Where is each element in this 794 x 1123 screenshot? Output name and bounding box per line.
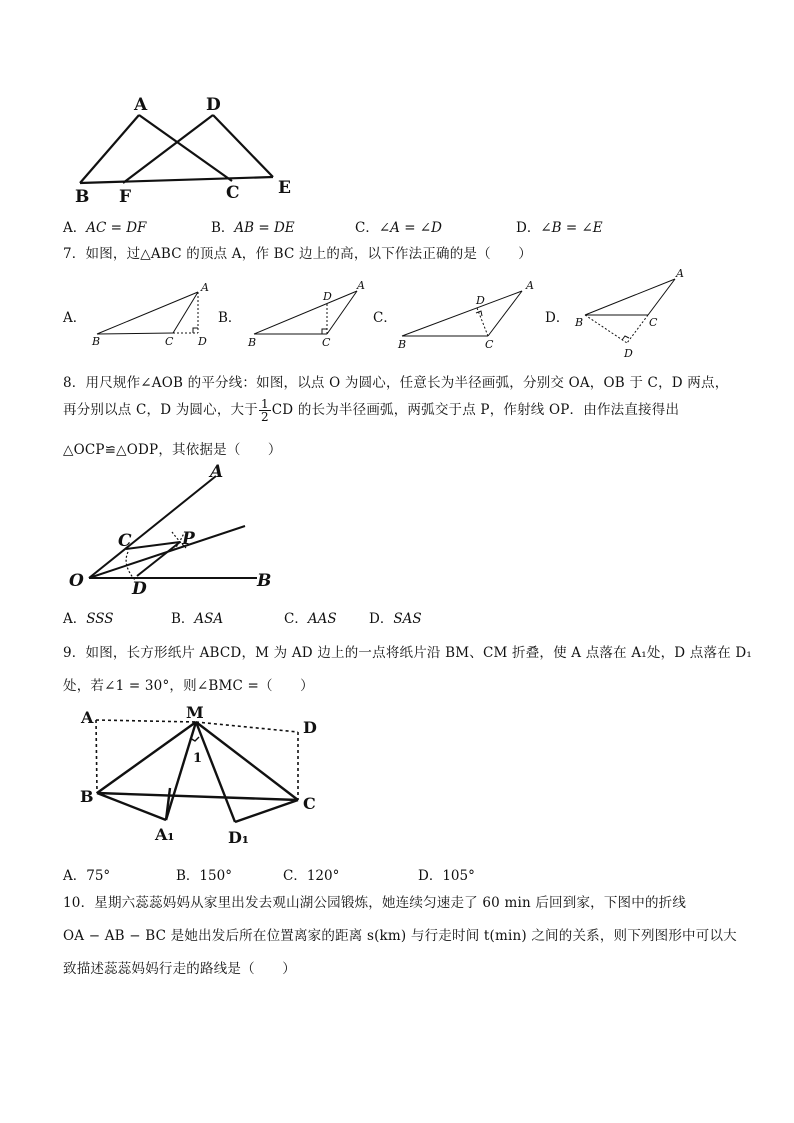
q7b-label-b: B [248,336,257,349]
q7b-label-a: A [357,279,365,292]
q10-stem-line2: OA − AB − BC 是她出发后所在位置离家的距离 s(km) 与行走时间 t(min) 之间的关系，则下列图形中可以大 [63,928,737,944]
q6-option-a[interactable]: A．AC = DF [63,220,147,236]
q7a-label-d: D [198,335,207,348]
q7-option-a-letter[interactable]: A． [63,310,87,326]
q9-option-b[interactable]: B．150° [176,868,232,884]
q7d-label-d: D [624,347,633,360]
q6-label-a: A [134,95,148,115]
q7-option-b-letter[interactable]: B． [218,310,242,326]
q7d-label-c: C [649,316,658,329]
q8-label-p: P [182,529,195,549]
fraction-denominator: 2 [260,410,269,424]
q7d-label-b: B [575,316,584,329]
q7c-label-a: A [526,279,534,292]
q6-label-e: E [278,178,291,198]
q9-label-a: A [81,708,94,727]
q6-label-f: F [119,187,132,207]
q7a-label-a: A [201,281,209,294]
q8-label-b: B [257,571,272,591]
q8-line2-post: CD 的长为半径画弧，两弧交于点 P，作射线 OP．由作法直接得出 [271,402,680,418]
q7b-label-c: C [322,336,331,349]
q8-option-c[interactable]: C．AAS [284,611,337,627]
q9-label-d1: D₁ [228,828,249,847]
q8-stem-line1: 8．用尺规作∠AOB 的平分线：如图，以点 O 为圆心，任意长为半径画弧，分别交 OA，OB 于 C，D 两点， [63,375,729,391]
q9-label-c: C [303,794,316,813]
fraction-numerator: 1 [260,397,269,411]
q9-option-d[interactable]: D．105° [418,868,475,884]
q10-stem-line1: 10．星期六蕊蕊妈妈从家里出发去观山湖公园锻炼，她连续匀速走了 60 min 后回到家，下图中的折线 [63,895,687,911]
q6-label-d: D [206,95,221,115]
q7-option-d-letter[interactable]: D． [545,310,570,326]
q9-stem-line1: 9．如图，长方形纸片 ABCD，M 为 AD 边上的一点将纸片沿 BM、CM 折叠，使 A 点落在 A₁处，D 点落在 D₁ [63,645,753,661]
q9-option-c[interactable]: C．120° [283,868,340,884]
q9-stem-line2: 处，若∠1 = 30°，则∠BMC =（ ） [63,678,314,694]
q8-label-d: D [132,579,147,599]
q6-option-b[interactable]: B．AB = DE [211,220,295,236]
q7a-label-c: C [165,335,174,348]
q9-label-b: B [80,787,94,806]
q8-option-d[interactable]: D．SAS [369,611,422,627]
q6-label-c: C [226,183,240,203]
q8-option-b[interactable]: B．ASA [171,611,224,627]
q7c-label-b: B [398,338,407,351]
q9-label-m: M [186,703,204,722]
q7d-label-a: A [676,267,684,280]
q7c-label-c: C [485,338,494,351]
q6-option-c[interactable]: C．∠A = ∠D [355,220,442,236]
q6-label-b: B [75,187,90,207]
q7-option-c-letter[interactable]: C． [373,310,397,326]
q8-label-a: A [210,462,224,482]
q8-option-a[interactable]: A．SSS [63,611,114,627]
q9-label-a1: A₁ [155,825,175,844]
q7b-label-d: D [323,290,332,303]
q7c-label-d: D [476,294,485,307]
q8-stem-line3: △OCP≌△ODP，其依据是（ ） [63,442,282,458]
q9-option-a[interactable]: A．75° [63,868,111,884]
q9-label-one: 1 [193,751,203,766]
q7-stem: 7．如图，过△ABC 的顶点 A，作 BC 边上的高，以下作法正确的是（ ） [63,246,532,262]
q6-option-d[interactable]: D．∠B = ∠E [516,220,603,236]
q10-stem-line3: 致描述蕊蕊妈妈行走的路线是（ ） [63,961,296,977]
q7a-label-b: B [92,335,101,348]
q8-label-c: C [118,531,132,551]
q8-line2-pre: 再分别以点 C，D 为圆心，大于 [63,402,258,418]
q8-label-o: O [69,571,84,591]
q9-label-d: D [303,718,317,737]
